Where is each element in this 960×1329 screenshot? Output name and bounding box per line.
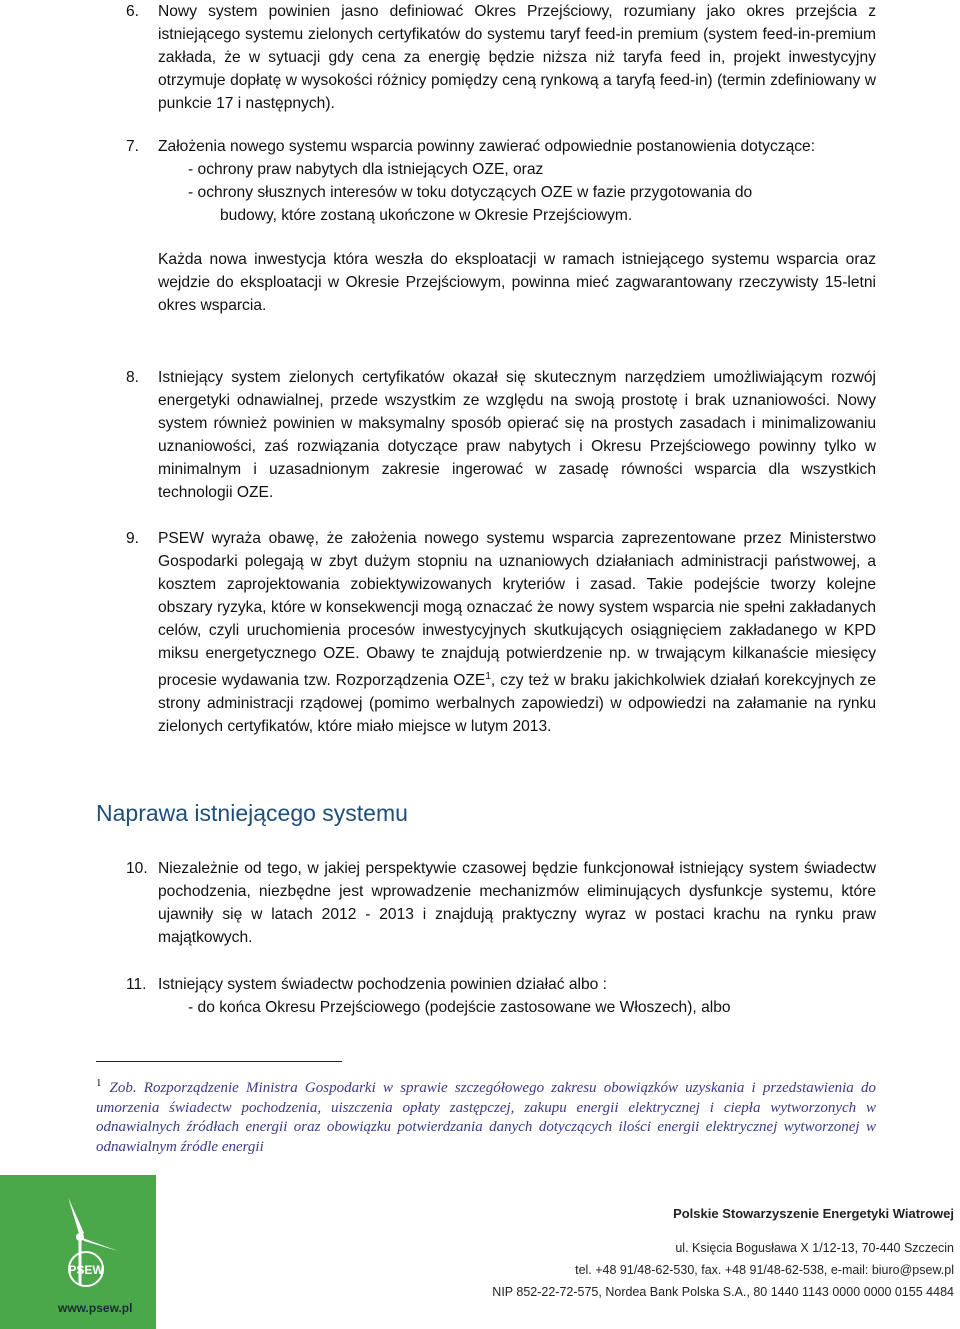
footer-website-link[interactable]: www.psew.pl xyxy=(58,1301,133,1315)
list-item-9 xyxy=(126,527,876,738)
list-item-10 xyxy=(126,857,876,949)
list-item-11 xyxy=(126,973,876,1019)
footnote-divider xyxy=(96,1061,342,1062)
item-text: Istniejący system zielonych certyfikatów okazał się skutecznym narzędziem umożliwiającym rozwój energetyki odnawialnej, przede wszystkim ze względu na swoją prostotę i brak uznaniowości. Nowy system również powinien w maksymalny sposób opierać się na prostych zasadach i minimalizowaniu uznaniowości, zaś rozwiązania dotyczące praw nabytych i Okresu Przejściowego powinny tylko w minimalnym i uzasadnionym zakresie ingerować w zasadę równości wsparcia dla wszystkich technologii OZE. xyxy=(158,369,876,501)
footnote xyxy=(96,1074,876,1157)
footnote-reference[interactable]: 1 xyxy=(485,671,491,682)
item-paragraph: Każda nowa inwestycja która weszła do eksploatacji w ramach istniejącego systemu wsparcia oraz wejdzie do eksploatacji w Okresie Przejściowym, powinna mieć zagwarantowany rzeczywisty 15-letni okres wsparcia. xyxy=(158,251,876,314)
item-text-a: PSEW wyraża obawę, że założenia nowego systemu wsparcia zaprezentowane przez Ministerstwo Gospodarki polegają w zbyt dużym stopniu na uznaniowych działaniach administracji państwowej, a kosztem zaprojektowania zobiektywizowanych kryteriów i zasad. Takie podejście tworzy kolejne obszary ryzyka, które w konsekwencji mogą oznaczać że nowy system wsparcia nie spełni zakładanych celów, czyli uruchomienia procesów inwestycyjnych skutkujących osiągnięciem zakładanego w KPD miksu energetycznego OZE. Obawy te znajdują potwierdzenie np. w trwającym kilkanaście miesięcy procesie wydawania tzw. Rozporządzenia OZE xyxy=(158,530,876,690)
list-item-6 xyxy=(126,0,876,115)
item-number: 6. xyxy=(126,3,140,20)
item-text: Niezależnie od tego, w jakiej perspektywie czasowej będzie funkcjonował istniejący system świadectw pochodzenia, niezbędne jest wprowadzenie mechanizmów eliminujących dysfunkcje systemu, które ujawniły się w latach 2012 - 2013 i znajdują praktyczny wyraz w postaci krachu na rynku praw majątkowych. xyxy=(158,860,876,946)
bank-line: NIP 852-22-72-575, Nordea Bank Polska S.A., 80 1440 1143 0000 0000 0155 4484 xyxy=(492,1285,954,1299)
item-bullet: - do końca Okresu Przejściowego (podejście zastosowane we Włoszech), albo xyxy=(188,999,731,1016)
item-number: 9. xyxy=(126,530,140,547)
contact-line: tel. +48 91/48-62-530, fax. +48 91/48-62-538, e-mail: biuro@psew.pl xyxy=(575,1263,954,1277)
list-item-7 xyxy=(126,135,876,317)
item-text: Nowy system powinien jasno definiować Okres Przejściowy, rozumiany jako okres przejścia z istniejącego systemu zielonych certyfikatów do systemu taryf feed-in premium (system feed-in-premium zakłada, że w sytuacji gdy cena za energię będzie niższa niż taryfa feed in, projekt inwestycyjny otrzymuje dopłatę w wysokości różnicy pomiędzy ceną rynkową a taryfą feed-in) (termin zdefiniowany w punkcie 17 i następnych). xyxy=(158,3,876,112)
item-number: 7. xyxy=(126,138,140,155)
item-number: 10. xyxy=(126,860,148,877)
organization-name: Polskie Stowarzyszenie Energetyki Wiatrowej xyxy=(673,1206,954,1221)
item-text xyxy=(158,527,876,738)
logo-text: PSEW xyxy=(68,1263,104,1277)
item-text: Założenia nowego systemu wsparcia powinny zawierać odpowiednie postanowienia dotyczące: xyxy=(158,138,816,155)
section-heading: Naprawa istniejącego systemu xyxy=(96,800,408,826)
item-text: Istniejący system świadectw pochodzenia powinien działać albo : xyxy=(158,976,607,993)
address: ul. Księcia Bogusława X 1/12-13, 70-440 Szczecin xyxy=(675,1241,954,1255)
footer-contact xyxy=(434,1203,954,1303)
item-bullet: - ochrony słusznych interesów w toku dotyczących OZE w fazie przygotowania do xyxy=(188,184,753,201)
item-number: 11. xyxy=(126,976,147,993)
item-bullet: - ochrony praw nabytych dla istniejących OZE, oraz xyxy=(188,161,544,178)
footnote-mark: 1 xyxy=(96,1077,102,1089)
item-bullet-continuation: budowy, które zostaną ukończone w Okresie Przejściowym. xyxy=(220,207,633,224)
item-text-b: , czy też w braku jakichkolwiek działań korekcyjnych ze strony administracji rządowej (pomimo werbalnych zapowiedzi) w odpowiedzi na załamanie na rynku zielonych certyfikatów, które miało miejsce w lutym 2013. xyxy=(158,672,876,736)
list-item-8 xyxy=(126,366,876,504)
item-number: 8. xyxy=(126,369,140,386)
footnote-text: Zob. Rozporządzenie Ministra Gospodarki w sprawie szczegółowego zakresu obowiązków uzyskania i przedstawienia do umorzenia świadectw pochodzenia, uiszczenia opłaty zastępczej, zakupu energii elektrycznej i ciepła wytworzonych w odnawialnych źródłach energii oraz obowiązku potwierdzania danych dotyczących ilości energii elektrycznej wytworzonej w odnawialnym źródle energii xyxy=(96,1080,876,1155)
